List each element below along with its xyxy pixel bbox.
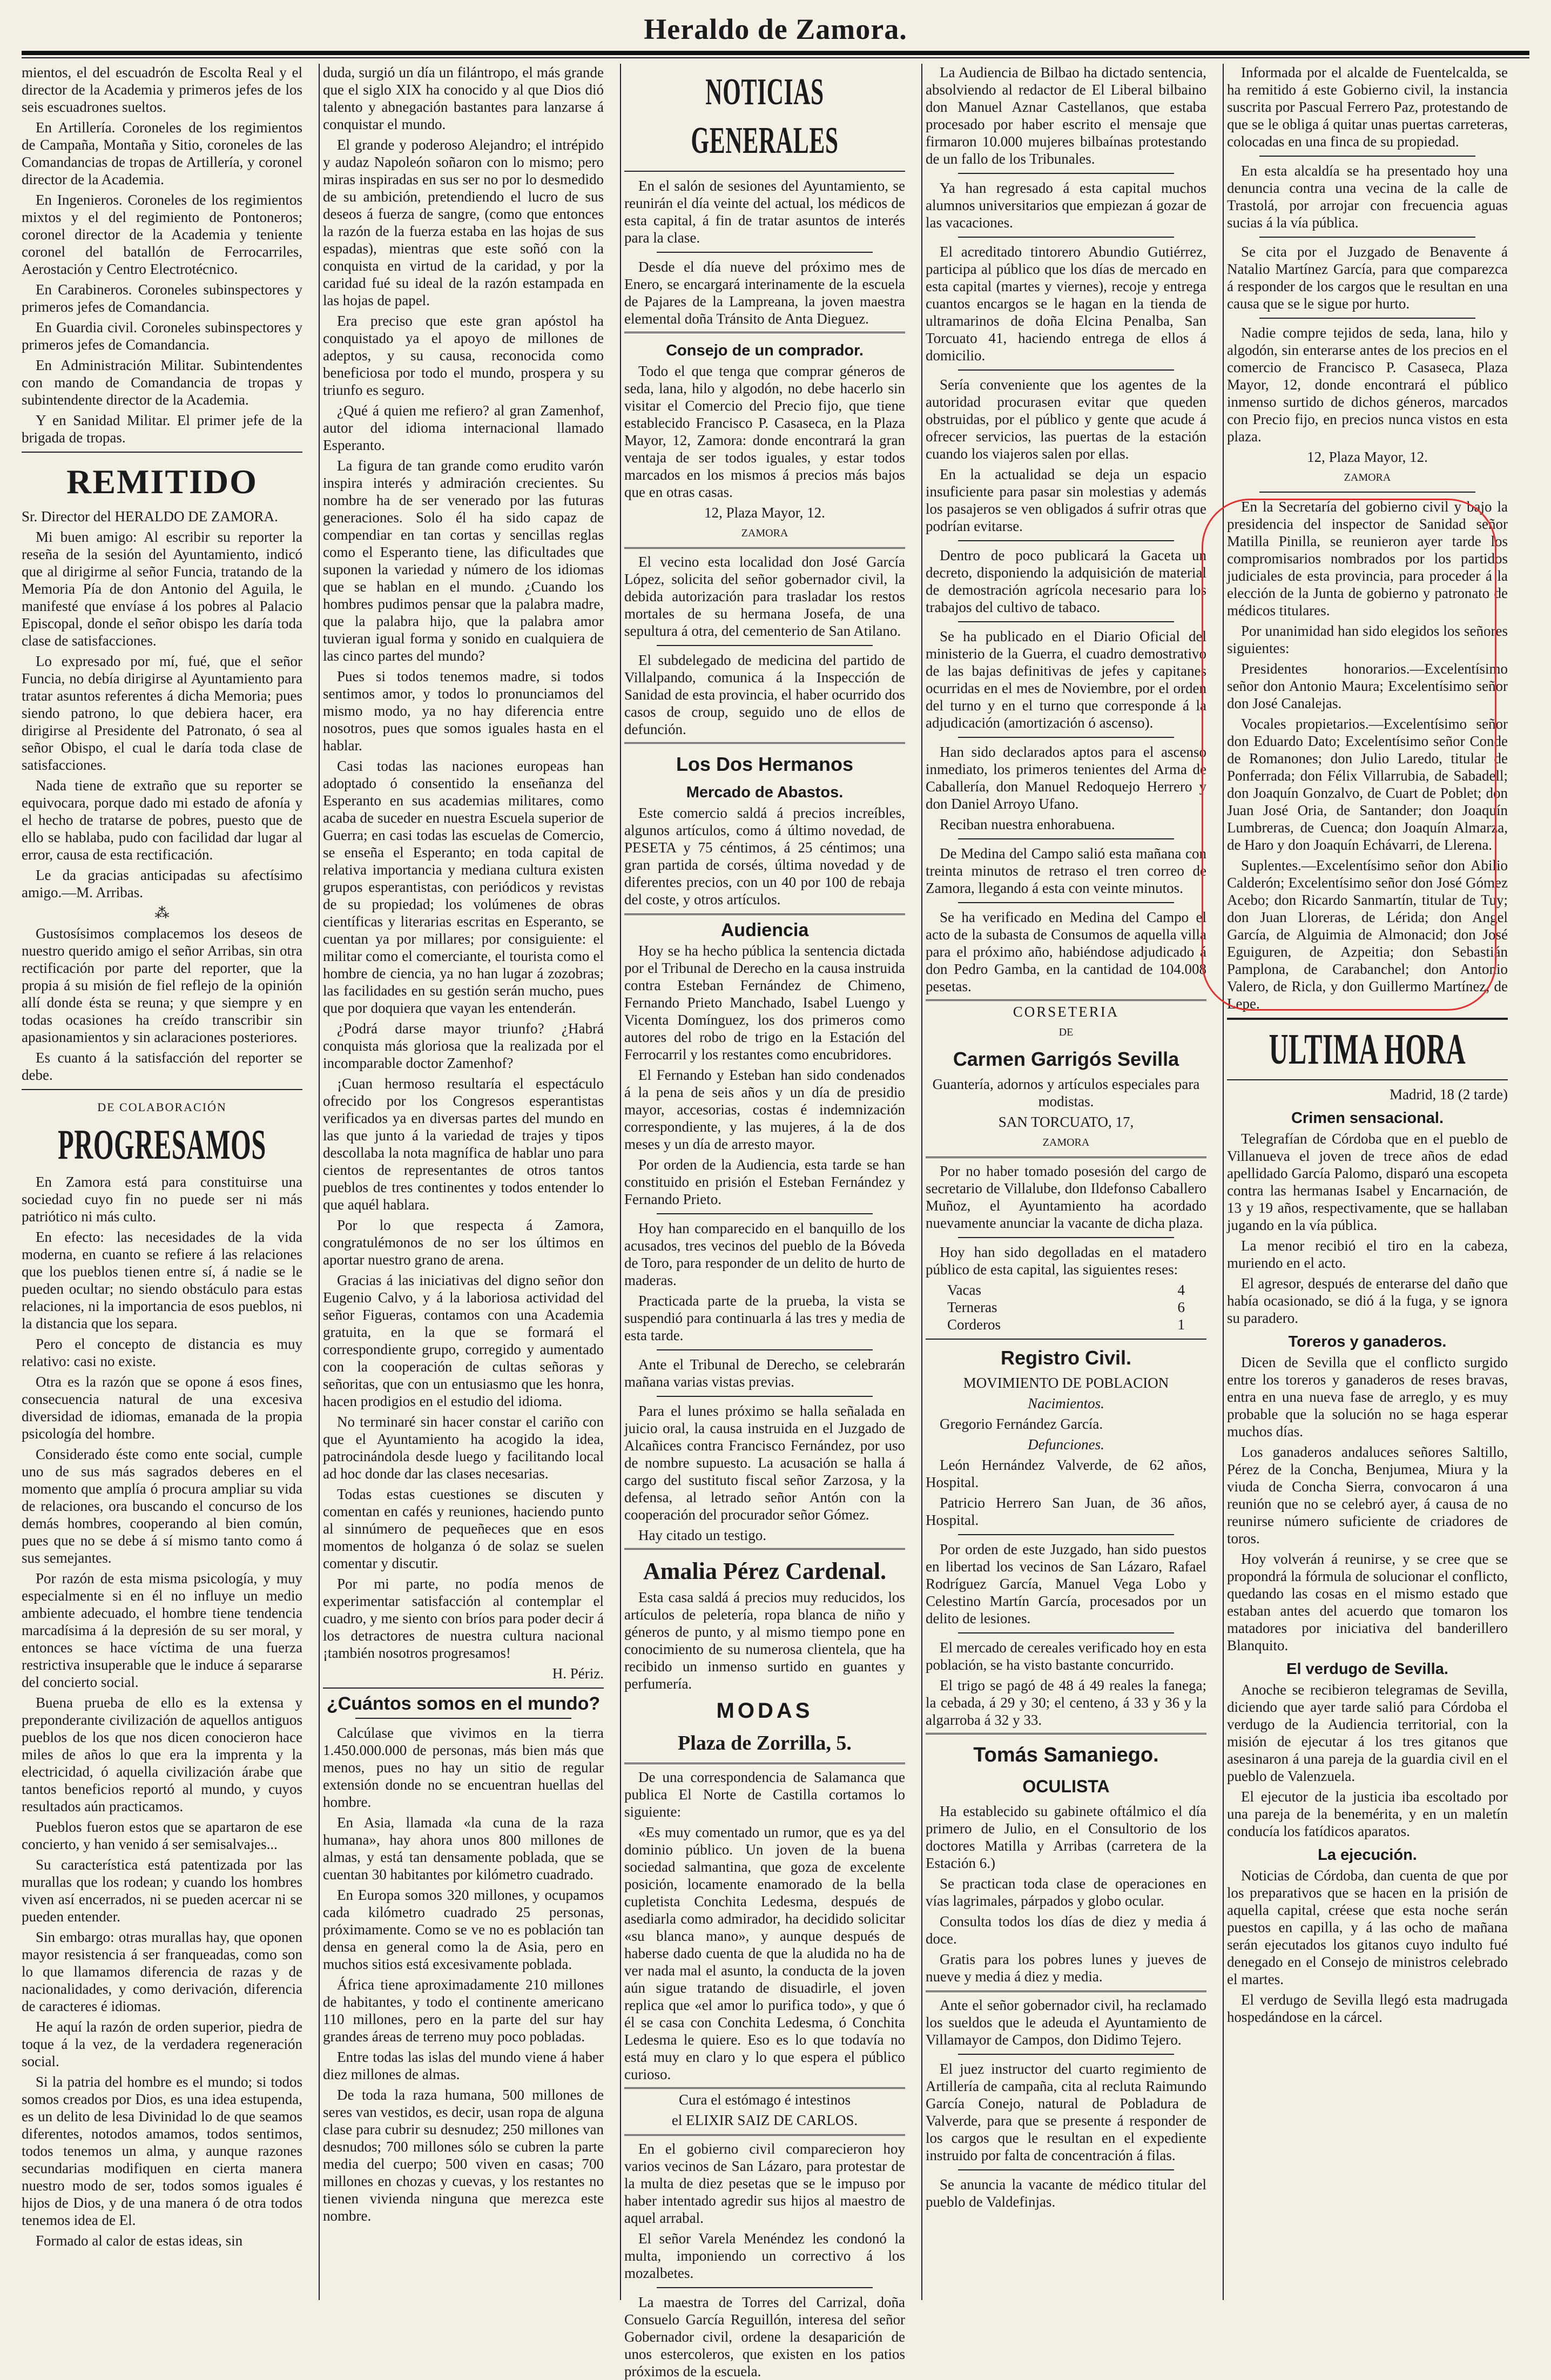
- divider: [1259, 156, 1475, 157]
- elixir-ad: [624, 2087, 905, 2136]
- divider: [1259, 237, 1475, 238]
- paragraph: Para el lunes próximo se halla señalada en juicio oral, la causa instruida en el Juzgado de Alcañices contra Francisco Fernández, por uso de nombre supuesto. La acusación se halla á cargo del sustituto fiscal señor Zarzosa, y la defensa, al letrado señor Antón con la cooperación del procurador señor Gómez.: [624, 1403, 905, 1523]
- ad-address: Plaza de Zorrilla, 5.: [678, 1732, 852, 1754]
- remitido-heading: REMITIDO: [66, 462, 258, 501]
- divider: [958, 1237, 1174, 1238]
- paragraph: Considerado éste como ente social, cumple uno de sus más sagrados deberes en el momento que amplía ó procura ampliar su vida de relaciones, ora buscando el concurso de los demás hombres, cooperando al bien común, pues que no se debe á sí mismo tanto como á sus semejantes.: [22, 1446, 302, 1566]
- ad-address: SAN TORCUATO, 17,: [998, 1114, 1134, 1130]
- paragraph: Suplentes.—Excelentísimo señor don Abilio Calderón; Excelentísimo señor don José Gómez Acebo; don Ricardo Sanmartín, titular de Tuy; don Juan Lloreras, de Lérida; don Angel García, de Alguimia de Almonacid; don José Eguiguren, de Azpeitia; don Sebastián Pamplona, de Carabanchel; don Antonio Valero, de Ricla, y don Guillermo Martínez, de Lepe.: [1227, 857, 1508, 1012]
- column-3: [624, 64, 905, 2379]
- paragraph: En Administración Militar. Subintendentes con mando de Comandancia de tropas y subintendente director de la Academia.: [22, 357, 302, 408]
- divider: [958, 2054, 1174, 2055]
- paragraph: Presidentes honorarios.—Excelentísimo señor don Antonio Maura; Excelentísimo señor don José Canalejas.: [1227, 661, 1508, 711]
- asterism: ⁂: [154, 905, 170, 921]
- paragraph: Anoche se recibieron telegramas de Sevilla, diciendo que ayer tarde salió para Córdoba el verdugo de la Audiencia territorial, con la misión de ejecutar á los tres gitanos que asesinaron á una pareja de la guardia civil en el pueblo de Valenzuela.: [1227, 1682, 1508, 1784]
- ad-text: Cura el estómago é intestinos: [679, 2092, 851, 2108]
- paragraph: Se ha publicado en el Diario Oficial del ministerio de la Guerra, el cuadro demostrativo de las bajas definitivas de jefes y capitanes ocurridas en el mes de Noviembre, por el orden del turno y en el turno que corresponde á la adjudicación (amortización ó ascenso).: [926, 628, 1206, 731]
- paragraph: El subdelegado de medicina del partido de Villalpando, comunica á la Inspección de Sanidad de esta provincia, el haber ocurrido dos casos de croup, seguido uno de ellos de defunción.: [624, 652, 905, 737]
- paragraph: Reciban nuestra enhorabuena.: [940, 816, 1115, 832]
- divider: [958, 2169, 1174, 2170]
- paragraph: La menor recibió el tiro en la cabeza, muriendo en el acto.: [1227, 1238, 1508, 1271]
- ad-de: DE: [1058, 1026, 1074, 1038]
- consejo-ad: [624, 332, 905, 549]
- ad-name: Tomás Samaniego.: [973, 1744, 1159, 1766]
- ultima-hora-heading: ULTIMA HORA: [1269, 1026, 1466, 1073]
- paragraph: Ante el Tribunal de Derecho, se celebrarán mañana varias vistas previas.: [624, 1356, 905, 1390]
- divider: [958, 237, 1174, 238]
- divider: [958, 1632, 1174, 1633]
- stat-value: 6: [1177, 1299, 1185, 1315]
- paragraph: Su característica está patentizada por las murallas que los rodean; y cuando los hombres viven así encerrados, ni se pueden acercar ni se pueden entender.: [22, 1857, 302, 1925]
- ad-text: Este comercio saldá á precios increíbles, algunos artículos, como á último novedad, de PESETA y 75 céntimos, á 25 céntimos; una gran partida de corsés, última novedad y de diferentes precios, con un 40 por 100 de rebaja del coste, y otros artículos.: [624, 805, 905, 907]
- divider: [958, 737, 1174, 738]
- divider: [22, 1089, 302, 1090]
- paragraph: El señor Varela Menéndez les condonó la multa, imponiendo un correctivo á los mozalbetes.: [624, 2230, 905, 2281]
- paragraph: Buena prueba de ello es la extensa y preponderante civilización de aquellos antiguos pueblos de los que nos dicen conocieron hace miles de años lo que era la imprenta y la electricidad, ó aquella civilización árabe que tantos beneficios reportó al mundo, y cuyos resultados aún practicamos.: [22, 1695, 302, 1814]
- header-rule-thin: [22, 57, 1529, 58]
- paragraph: Y en Sanidad Militar. El primer jefe de la brigada de tropas.: [22, 412, 302, 446]
- progresamos-heading: PROGRESAMOS: [58, 1121, 266, 1168]
- paragraph: Se anuncia la vacante de médico titular del pueblo de Valdefinjas.: [926, 2176, 1206, 2210]
- paragraph: Sería conveniente que los agentes de la autoridad procurasen evitar que queden obstruidas, por el público y gente que acude á ofrecer servicios, las puertas de la estación cuando los viajeros salen por ellas.: [926, 377, 1206, 462]
- divider: [657, 645, 873, 646]
- paragraph: Han sido declarados aptos para el ascenso inmediato, los primeros tenientes del Arma de Caballería, don Manuel Redoquejo Herrero y don Daniel Arroyo Ufano.: [926, 744, 1206, 812]
- paragraph: El agresor, después de enterarse del daño que había ocasionado, se dió á la fuga, y se ignora su paradero.: [1227, 1275, 1508, 1326]
- paragraph: Se ha verificado en Medina del Campo el acto de la subasta de Consumos de aquella villa para el próximo año, habiéndose adjudicado á don Pedro Gamba, en la cantidad de 104.008 pesetas.: [926, 909, 1206, 994]
- divider: [958, 838, 1174, 839]
- paragraph: No terminaré sin hacer constar el cariño con que el Ayuntamiento ha acogido la idea, patrocinándola desde luego y facilitando local ad hoc donde dar las clases necesarias.: [323, 1414, 604, 1482]
- section-kicker: DE COLABORACIÓN: [97, 1100, 227, 1114]
- paragraph: León Hernández Valverde, de 62 años, Hospital.: [926, 1457, 1206, 1490]
- divider: [657, 2287, 873, 2288]
- paragraph: Lo expresado por mí, fué, que el señor Funcia, no debía dirigirse al Ayuntamiento para tratar asuntos referentes á dicha Memoria; pues siendo patrono, lo que debiera hacer, era dirigirse al Presidente del Patronato, ó sea al señor Obispo, el cual le daría toda clase de satisfacciones.: [22, 653, 302, 773]
- paragraph: Ante el señor gobernador civil, ha reclamado los sueldos que le adeuda el Ayuntamiento de Villamayor de Campos, don Didimo Tejero.: [926, 1997, 1206, 2048]
- cuantos-heading: ¿Cuántos somos en el mundo?: [326, 1693, 601, 1714]
- paragraph: Todas estas cuestiones se discuten y comentan en cafés y reuniones, haciendo punto al sinnúmero de pequeñeces que en esos momentos de holganza ó de solaz se suelen comentar y discutir.: [323, 1486, 604, 1571]
- paragraph: En Zamora está para constituirse una sociedad cuyo fin no puede ser ni más patriótico ni más culto.: [22, 1174, 302, 1225]
- stat-label: Terneras: [947, 1299, 997, 1315]
- ad-heading: Amalia Pérez Cardenal.: [643, 1558, 887, 1584]
- ad-text: Ha establecido su gabinete oftálmico el día primero de Julio, en el Consultorio de los doctores Matilla y Arribas (carretera de la Estación 6.): [926, 1803, 1206, 1871]
- paragraph: Calcúlase que vivimos en la tierra 1.450.000.000 de personas, más bien más que menos, pues no hay un sitio de regular extensión donde no se encuentran huellas del hombre.: [323, 1725, 604, 1810]
- stat-label: Corderos: [947, 1316, 1001, 1333]
- paragraph: Por mi parte, no podía menos de experimentar satisfacción al contemplar el cuadro, y me siento con bríos para poder decir á los detractores de nuestra cultura nacional ¡también nosotros progresamos!: [323, 1576, 604, 1661]
- noticias-heading: NOTICIAS GENERALES: [691, 71, 839, 162]
- paragraph: En Europa somos 320 millones, y ocupamos cada kilómetro cuadrado 25 personas, próximamente. Como se ve no es población tan densa en general como la de Asia, pero en muchos sitios está excesivamente poblada.: [323, 1887, 604, 1972]
- paragraph: Hoy se ha hecho pública la sentencia dictada por el Tribunal de Derecho en la causa instruida contra Esteban Fernández de Chimeno, Fernando Prieto Manchado, Isabel Luengo y Vicenta Domínguez, los dos primeros como autores del robo de trigo en la Estación del Ferrocarril y los restantes como encubridores.: [624, 943, 905, 1063]
- paragraph: En Carabineros. Coroneles subinspectores y primeros jefes de Comandancia.: [22, 281, 302, 315]
- paragraph: El Fernando y Esteban han sido condenados á la pena de seis años y un día de presidio mayor, accesorias, costas é indemnización correspondiente, y las mujeres, á la de dos meses y un día de arresto mayor.: [624, 1067, 905, 1152]
- paragraph: De Medina del Campo salió esta mañana con treinta minutos de retraso el tren correo de Zamora, llegando á esta con veinte minutos.: [926, 845, 1206, 896]
- divider: [1227, 1079, 1508, 1080]
- paragraph: El grande y poderoso Alejandro; el intrépido y audaz Napoleón soñaron con lo mismo; pero miras inspiradas en sus ser no por lo desmedido de su ambición, pretendiendo el lucro de sus deseos á fuerza de sangre, (como que entonces la razón de la fuerza estaba en las hojas de sus espadas), mientras que este soñó con la conquista en virtud de la caridad, y por la caridad fué su ideal de la razón estampada en las hojas de papel.: [323, 137, 604, 308]
- paragraph: En el gobierno civil comparecieron hoy varios vecinos de San Lázaro, para protestar de la multa de diez pesetas que se le impuso por haber intentado agredir sus hijos al maestro de aquel arrabal.: [624, 2141, 905, 2226]
- paragraph: Le da gracias anticipadas su afectísimo amigo.—M. Arribas.: [22, 867, 302, 900]
- paragraph: Formado al calor de estas ideas, sin: [36, 2233, 243, 2249]
- divider: [958, 902, 1174, 903]
- column-2: [323, 64, 604, 2300]
- paragraph: En Guardia civil. Coroneles subinspectores y primeros jefes de Comandancia.: [22, 319, 302, 353]
- divider: [657, 1213, 873, 1214]
- ad-heading: Los Dos Hermanos: [676, 753, 854, 775]
- stat-value: 1: [1177, 1316, 1185, 1333]
- paragraph: Hay citado un testigo.: [638, 1527, 766, 1543]
- ad-text: Se practican toda clase de operaciones en vías lagrimales, párpados y globo ocular.: [926, 1875, 1206, 1909]
- paragraph: Pues si todos tenemos madre, si todos sentimos amor, y todos lo pronunciamos del mismo modo, ya no hay diferencia entre nosotros, pues que somos iguales hasta en el hablar.: [323, 668, 604, 754]
- paragraph: Nadie compre tejidos de seda, lana, hilo y algodón, sin enterarse antes de los precios en el comercio de Francisco P. Casaseca, Plaza Mayor, 12, donde encontrará el público inmenso surtido de dichos géneros, marcados con Precio fijo, en precios nunca vistos en esta plaza.: [1227, 325, 1508, 445]
- paragraph: Gustosísimos complacemos los deseos de nuestro querido amigo el señor Arribas, sin otra rectificación por parte del reporter, que la propia á su misión de fiel reflejo de la opinión allí donde ésta se reuna; y que siempre y en todas ocasiones ha creído transcribir sin apasionamientos y sin aclaraciones posteriores.: [22, 925, 302, 1045]
- news-heading: La ejecución.: [1318, 1846, 1417, 1864]
- paragraph: Informada por el alcalde de Fuentelcalda, se ha remitido á este Gobierno civil, la instancia suscrita por Pascual Ferrero Paz, protestando de que se le obliga á quitar unas puertas carreteras, colocadas en una finca de su propiedad.: [1227, 64, 1508, 150]
- paragraph: El ejecutor de la justicia iba escoltado por una pareja de la benemérita, y en un maletín conducía los fatídicos aparatos.: [1227, 1789, 1508, 1839]
- ad-address: 12, Plaza Mayor, 12.: [704, 505, 825, 521]
- ad-city: ZAMORA: [1042, 1137, 1090, 1148]
- divider: [926, 1339, 1206, 1340]
- paragraph: La figura de tan grande como erudito varón inspira interés y admiración crecientes. Su nombre ha de ser venerado por las futuras generaciones. Solo él ha sido capaz de compendiar en tan cortas y sencillas reglas como el Esperanto tiene, las dificultades que suponen la variedad y número de los idiomas que se hablan en el mundo. ¿Cuando los hombres pudimos pensar que la palabra madre, que la palabra hijo, que la palabra amor tuvieran igual forma y sonido en cualquiera de las cinco partes del mundo?: [323, 458, 604, 664]
- registro-heading: Registro Civil.: [1000, 1347, 1132, 1369]
- ad-address: 12, Plaza Mayor, 12.: [1307, 449, 1428, 465]
- divider: [958, 1534, 1174, 1535]
- paragraph: Ya han regresado á esta capital muchos alumnos universitarios que empiezan á gozar de las vacaciones.: [926, 180, 1206, 231]
- paragraph: En Artillería. Coroneles de los regimientos de Campaña, Montaña y Sitio, coroneles de las Comandancias de tropas de Artillería, y coronel director de la Academia.: [22, 119, 302, 187]
- paragraph: Mi buen amigo: Al escribir su reporter la reseña de la sesión del Ayuntamiento, indicó que al dirigirme al señor Funcia, tratando de la Memoria Pía de don Antonio del Aguila, le manifesté que envíase á los pobres al Palacio Episcopal, donde el señor obispo les daría toda clase de satisfacciones.: [22, 529, 302, 649]
- ad-text: Esta casa saldá á precios muy reducidos, los artículos de peletería, ropa blanca de niño y géneros de punto, y al mismo tiempo pone en conocimiento de su numerosa clientela, que ha recibido un inmenso surtido en guantes y perfumería.: [624, 1589, 905, 1692]
- signature: H. Périz.: [552, 1665, 604, 1682]
- divider: [1227, 1018, 1508, 1020]
- divider: [624, 171, 905, 172]
- paragraph: mientos, el del escuadrón de Escolta Real y el director de la Academia y primeros jefes de los seis escuadrones sueltos.: [22, 64, 302, 115]
- stat-row: [947, 1316, 1185, 1333]
- column-4: [926, 64, 1206, 2300]
- stat-value: 4: [1177, 1282, 1185, 1298]
- paragraph: De una correspondencia de Salamanca que publica El Norte de Castilla cortamos lo siguiente:: [624, 1769, 905, 1820]
- paragraph: Noticias de Córdoba, dan cuenta de que por los preparativos que se hacen en la prisión de aquella capital, créese que esta noche serán puestos en capilla, y á las ocho de mañana serán ejecutados los gitanos cuyo indulto fué denegado en el Consejo de ministros celebrado el martes.: [1227, 1867, 1508, 1987]
- stat-row: [947, 1281, 1185, 1299]
- paragraph: Telegrafían de Córdoba que en el pueblo de Villanueva el joven de trece años de edad apellidado García Palomo, disparó una escopeta contra las hermanas Isabel y Encarnación, de 13 y 19 años, respectivamente, que se hallaban jugando en la vía pública.: [1227, 1131, 1508, 1233]
- ad-heading: Consejo de un comprador.: [666, 342, 864, 359]
- paragraph: En la actualidad se deja un espacio insuficiente para pasar sin molestias y además los pasajeros se ven obligados á sufrir otras que podrían evitarse.: [926, 466, 1206, 534]
- masthead: [22, 10, 1529, 49]
- divider: [958, 621, 1174, 622]
- paragraph: Por no haber tomado posesión del cargo de secretario de Villalube, don Ildefonso Caballero Muñoz, el Ayuntamiento ha acordado nuevamente anunciar la vacante de dicha plaza.: [926, 1163, 1206, 1231]
- paragraph: El verdugo de Sevilla llegó esta madrugada hospedándose en la cárcel.: [1227, 1992, 1508, 2025]
- stat-label: Vacas: [947, 1282, 981, 1298]
- hermanos-ad: [624, 742, 905, 915]
- ad-heading: OCULISTA: [1022, 1777, 1110, 1796]
- divider: [958, 540, 1174, 541]
- columns: [22, 64, 1529, 2379]
- news-heading: El verdugo de Sevilla.: [1286, 1660, 1448, 1678]
- audiencia-heading: Audiencia: [720, 920, 809, 940]
- paragraph: Pueblos fueron estos que se apartaron de ese concierto, y han venido á ser semisalvajes...: [22, 1819, 302, 1852]
- ad-modas: MODAS: [716, 1699, 813, 1723]
- paragraph: Por razón de esta misma psicología, y muy especialmente si en él no influye un medio ambiente adecuado, el hombre tiene tendencia marcadísima á la depresión de su ser moral, y entonces se hace víctima de una fuerza restrictiva insuperable que le induce á separarse del concierto social.: [22, 1570, 302, 1690]
- divider: [355, 1718, 571, 1719]
- paragraph: Dentro de poco publicará la Gaceta un decreto, disponiendo la adquisición de material de demostración agrícola necesario para los trabajos del cultivo de tabaco.: [926, 547, 1206, 615]
- paragraph: Practicada parte de la prueba, la vista se suspendió para continuarla á las tres y media de esta tarde.: [624, 1293, 905, 1343]
- paragraph: Por lo que respecta á Zamora, congratulémonos de no ser los últimos en aportar nuestro grano de arena.: [323, 1217, 604, 1268]
- ad-text: el ELIXIR SAIZ DE CARLOS.: [671, 2112, 858, 2128]
- paragraph: «Es muy comentado un rumor, que es ya del dominio público. Un joven de la buena sociedad salmantina, que goza de excelente posición, locamente enamorado de la bella cupletista Conchita Ledesma, después de asediarla como admirador, ha decidido solicitar «su blanca mano», y aunque después de haberse dado cuenta de que la aludida no ha de ver nada mal el asunto, la conducta de la joven aún sigue tratando de disuadirle, el joven replica que «el amor lo purifica todo», y que ó él se casa con Conchita Ledesma, ó Conchita Ledesma le quiere. Eso es lo que todavía no está muy en claro y lo que espera el público curioso.: [624, 1824, 905, 2082]
- oculista-ad: [926, 1733, 1206, 1992]
- paragraph: ¡Cuan hermoso resultaría el espectáculo ofrecido por los Congresos esperantistas verificados ya en diversas partes del mundo en las que junto á la variedad de trajes y tipos descollaba la nota magnífica de hablar uno para cientos de representantes de otros tantos pueblos de tres continentes y todos entender lo que aquél hablara.: [323, 1075, 604, 1213]
- paragraph: ¿Qué á quien me refiero? al gran Zamenhof, autor del idioma internacional llamado Esperanto.: [323, 402, 604, 453]
- paragraph: Por orden de este Juzgado, han sido puestos en libertad los vecinos de San Lázaro, Rafael Rodríguez García, Manuel Vega Lobo y Celestino Martín García, procesados por un delito de lesiones.: [926, 1541, 1206, 1626]
- ad-text: Consulta todos los días de diez y media á doce.: [926, 1913, 1206, 1947]
- divider: [22, 452, 302, 453]
- registro-section: Nacimientos.: [1028, 1395, 1104, 1411]
- paragraph: He aquí la razón de orden superior, piedra de toque á la vez, de la verdadera regeneración social.: [22, 2019, 302, 2069]
- divider: [958, 173, 1174, 174]
- paragraph: Nada tiene de extraño que su reporter se equivocara, porque dado mi estado de afonía y el hecho de tratarse de pobres, puesto que de ello se hablaba, pudo con facilidad dar lugar al error, causa de esta rectificación.: [22, 777, 302, 863]
- paragraph: La maestra de Torres del Carrizal, doña Consuelo García Reguillón, interesa del señor Gobernador civil, ordene la desaparición de unos estercoleros, que existen en los patios próximos de la escuela.: [624, 2294, 905, 2379]
- divider: [1259, 318, 1475, 319]
- paragraph: Entre todas las islas del mundo viene á haber diez millones de almas.: [323, 2049, 604, 2082]
- registro-subheading: MOVIMIENTO DE POBLACION: [963, 1375, 1169, 1391]
- paragraph: El juez instructor del cuarto regimiento de Artillería de campaña, cita al recluta Raimundo García Conejo, natural de Pobladura de Valverde, para que se presente á responder de los cargos que le resultan en el expediente instruido por falta de concentración á filas.: [926, 2061, 1206, 2163]
- paragraph: Era preciso que este gran apóstol ha conquistado ya el apoyo de millones de adeptos, y su causa, reconocida como beneficiosa por todo el mundo, prospera y su triunfo es seguro.: [323, 313, 604, 398]
- divider: [1259, 492, 1475, 493]
- paragraph: Por orden de la Audiencia, esta tarde se han constituido en prisión el Esteban Fernández y Fernando Prieto.: [624, 1157, 905, 1207]
- paragraph: Hoy volverán á reunirse, y se cree que se propondrá la fórmula de solucionar el conflicto, quedando las cosas en el mismo estado que estaban antes del acuerdo que tomaron los matadores por iniciativa del banderillero Blanquito.: [1227, 1551, 1508, 1653]
- paragraph: Pero el concepto de distancia es muy relativo: casi no existe.: [22, 1336, 302, 1369]
- paragraph: Hoy han comparecido en el banquillo de los acusados, tres vecinos del pueblo de la Bóveda de Toro, para responder de un delito de hurto de maderas.: [624, 1220, 905, 1288]
- paragraph: El vecino esta localidad don José García López, solicita del señor gobernador civil, la debida autorización para trasladar los restos mortales de su hermana Josefa, de una sepultura á otra, del cementerio de San Atilano.: [624, 554, 905, 639]
- paragraph: duda, surgió un día un filántropo, el más grande que el siglo XIX ha conocido y al que Dios dió talento y abnegación bastantes para lanzarse á conquistar el mundo.: [323, 64, 604, 132]
- newspaper-title: Heraldo de Zamora.: [644, 13, 907, 45]
- paragraph: En esta alcaldía se ha presentado hoy una denuncia contra una vecina de la calle de Trastolá, por arrojar con frecuencia aguas sucias á la vía pública.: [1227, 163, 1508, 231]
- paragraph: En efecto: las necesidades de la vida moderna, en cuanto se refiere á las relaciones que los pueblos tienen entre sí, á nadie se le pueden ocultar; no siendo obstáculo para estas relaciones, ni la importancia de esos pueblos, ni la distancia que los separa.: [22, 1229, 302, 1332]
- ad-subheading: Mercado de Abastos.: [686, 784, 844, 801]
- divider: [657, 1396, 873, 1397]
- paragraph: De toda la raza humana, 500 millones de seres van vestidos, es decir, usan ropa de alguna clase para cubrir su desnudez; 250 millones van desnudos; 700 millones sólo se cubren la parte media del cuerpo; 500 viven en casas; 700 millones en chozas y cuevas, y los restantes no tienen vivienda ninguna que merezca este nombre.: [323, 2087, 604, 2224]
- header-rule: [22, 51, 1529, 55]
- paragraph: El acreditado tintorero Abundio Gutiérrez, participa al público que los días de mercado en esta capital (martes y viernes), recoje y entrega cuantos encargos se le hagan en la tienda de ultramarinos de doña Elcina Penalba, San Torcuato 41, haciendo entrega de ellos á domicilio.: [926, 244, 1206, 364]
- ad-text: Todo el que tenga que comprar géneros de seda, lana, hilo y algodón, no debe hacerlo sin visitar el Comercio del Precio fijo, que tiene establecido Francisco P. Casaseca, en la Plaza Mayor, 12, Zamora: donde encontrará la gran ventaja de ser todos iguales, y estar todos marcados en los mismos á precios más bajos que en otras casas.: [624, 363, 905, 500]
- paragraph: Gregorio Fernández García.: [940, 1416, 1103, 1432]
- paragraph: Por unanimidad han sido elegidos los señores siguientes:: [1227, 623, 1508, 656]
- paragraph: Sin embargo: otras murallas hay, que oponen mayor resistencia á ser franqueadas, como son lo que llamamos diferencia de razas y de nacionalidades, y como derivación, diferencia de caracteres é idiomas.: [22, 1929, 302, 2014]
- divider: [657, 252, 873, 253]
- ad-name: Carmen Garrigós Sevilla: [953, 1048, 1179, 1070]
- paragraph: Vocales propietarios.—Excelentísimo señor don Eduardo Dato; Excelentísimo señor Conde de Romanones; don Julio Laredo, titular de Ponferrada; don Félix Villarrubia, de Sabadell; don Joaquín Gonzalvo, de Cuart de Poblet; don Juan José Oria, de Santander; don Joaquín Lumbreras, de Cuenca; don Joaquín Almarza, de Haro y don Joaquín Echávarri, de Llerena.: [1227, 716, 1508, 853]
- ad-heading: CORSETERIA: [1013, 1004, 1120, 1020]
- paragraph: La Audiencia de Bilbao ha dictado sentencia, absolviendo al redactor de El Liberal bilbaino don Manuel Aznar Castellanos, que estaba procesado por haber escrito el mensaje que firmaron 10.000 mujeres bilbaínas protestando de un fallo de los Tribunales.: [926, 64, 1206, 167]
- paragraph: En la Secretaría del gobierno civil y bajo la presidencia del inspector de Sanidad señor Matilla Pinilla, se reunieron ayer tarde los compromisarios nombrados por los partidos judiciales de esta provincia, para proceder á la elección de la Junta de gobierno y patronato de médicos titulares.: [1227, 499, 1508, 618]
- paragraph: El mercado de cereales verificado hoy en esta población, se ha visto bastante concurrido.: [926, 1639, 1206, 1673]
- news-heading: Toreros y ganaderos.: [1288, 1333, 1447, 1350]
- divider: [958, 369, 1174, 371]
- amalia-ad: [624, 1548, 905, 1764]
- ad-text: Gratis para los pobres lunes y jueves de nueve y media á diez y media.: [926, 1951, 1206, 1985]
- paragraph: Es cuanto á la satisfacción del reporter se debe.: [22, 1050, 302, 1083]
- column-5: [1227, 64, 1508, 2300]
- ad-city: ZAMORA: [1344, 472, 1391, 483]
- paragraph: Casi todas las naciones europeas han adoptado ó consentido la enseñanza del Esperanto en sus academias militares, como acaba de suceder en nuestra Escuela superior de Guerra; en casi todas las escuelas de Comercio, se enseña el Esperanto; en toda capital de relativa importancia y mediana cultura existen grupos esperantistas, con periódicos y revistas de su propiedad; los volúmenes de obras científicas y literarias escritas en Esperanto, se cuentan ya por millares; por consiguiente: el militar como el comerciante, el tourista como el hombre de ciencia, ya no han lugar á zozobras; las facilidades en su gestión serán mucho, pues que por doquiera que vayan les entenderán.: [323, 758, 604, 1016]
- divider: [323, 1687, 604, 1689]
- paragraph: Hoy han sido degolladas en el matadero público de esta capital, las siguientes reses:: [926, 1244, 1206, 1278]
- paragraph: Dicen de Sevilla que el conflicto surgido entre los toreros y ganaderos de reses bravas, entra en una nueva fase de arreglo, y es muy probable que la solución no se haga esperar muchos días.: [1227, 1354, 1508, 1440]
- stat-row: [947, 1299, 1185, 1316]
- paragraph: ¿Podrá darse mayor triunfo? ¿Habrá conquista más gloriosa que la realizada por el incomparable doctor Zamenhof?: [323, 1020, 604, 1071]
- paragraph: En Ingenieros. Coroneles de los regimientos mixtos y el del regimiento de Pontoneros; coronel director de la Academia y teniente coronel del batallón de Ferrocarriles, Aerostación y Centro Electrotécnico.: [22, 192, 302, 277]
- paragraph: En el salón de sesiones del Ayuntamiento, se reunirán el día veinte del actual, los médicos de esta capital, á fin de tratar asuntos de interés para la clase.: [624, 178, 905, 246]
- paragraph: Si la patria del hombre es el mundo; si todos somos creados por Dios, es una idea estupenda, es un delito de lesa Divinidad lo de que seamos diferentes, notodos amamos, todos sentimos, todos tenemos un alma, y aunque razones secundarias modifiquen en cierta manera nuestro modo de ser, todos somos iguales é hijos de Dios, y de una manera ó de otra todos tenemos idea de El.: [22, 2074, 302, 2228]
- corseteria-ad: [926, 999, 1206, 1158]
- divider: [657, 1349, 873, 1350]
- registro-section: Defunciones.: [1028, 1436, 1104, 1453]
- paragraph: Patricio Herrero San Juan, de 36 años, Hospital.: [926, 1495, 1206, 1528]
- salutation: Sr. Director del HERALDO DE ZAMORA.: [22, 508, 278, 525]
- paragraph: Desde el día nueve del próximo mes de Enero, se encargará interinamente de la escuela de Pajares de la Lampreana, la joven maestra elemental doña Tránsito de Anta Dieguez.: [624, 259, 905, 327]
- paragraph: Gracias á las iniciativas del digno señor don Eugenio Calvo, y á la laboriosa actividad del señor Figueras, contamos con una Academia gratuita, en la que se formará el correspondiente grupo, corregido y aumentado con la cooperación de cultas señoras y señoritas, que con un entusiasmo que les honra, hacen prodigios en el estudio del idioma.: [323, 1272, 604, 1409]
- ad-city: ZAMORA: [741, 527, 788, 539]
- paragraph: Los ganaderos andaluces señores Saltillo, Pérez de la Concha, Benjumea, Miura y la viuda de Concha Sierra, convocaron á una reunión que no se celebró ayer, á causa de no reunirse número suficiente de criadores de toros.: [1227, 1444, 1508, 1547]
- dateline: Madrid, 18 (2 tarde): [1390, 1086, 1508, 1102]
- ad-text: Guantería, adornos y artículos especiales para modistas.: [932, 1076, 1200, 1110]
- paragraph: Se cita por el Juzgado de Benavente á Natalio Martínez García, para que comparezca á responder de los cargos que le resultan en una causa que se le sigue por hurto.: [1227, 244, 1508, 312]
- news-heading: Crimen sensacional.: [1291, 1110, 1444, 1127]
- column-1: [22, 64, 302, 2300]
- paragraph: Otra es la razón que se opone á esos fines, consecuencia natural de una excesiva diversidad de idiomas, emanada de la propia psicología del hombre.: [22, 1374, 302, 1442]
- paragraph: El trigo se pagó de 48 á 49 reales la fanega; la cebada, á 29 y 30; el centeno, á 33 y 36 y la algarroba á 32 y 33.: [926, 1677, 1206, 1728]
- paragraph: África tiene aproximadamente 210 millones de habitantes, y todo el continente americano 110 millones, pero en la parte del sur hay grandes áreas de terreno muy poco pobladas.: [323, 1976, 604, 2045]
- paragraph: En Asia, llamada «la cuna de la raza humana», hay ahora unos 800 millones de almas, y está tan densamente poblada, que se cuentan 30 habitantes por kilómetro cuadrado.: [323, 1814, 604, 1883]
